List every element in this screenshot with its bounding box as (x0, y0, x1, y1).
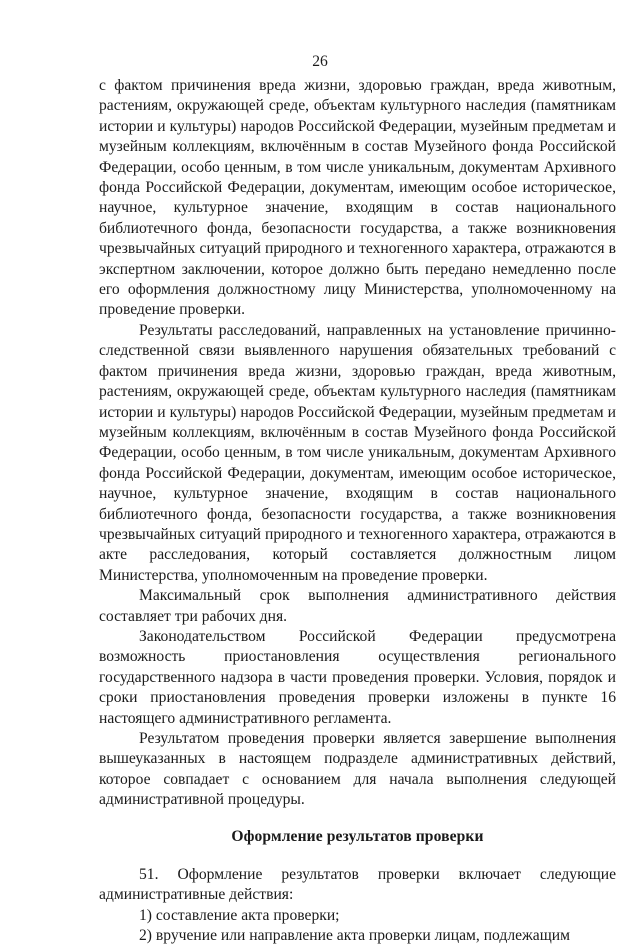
paragraph-result: Результатом проведения проверки является завершение выполнения вышеуказанных в настоящем подразделе административных действий, которое совпадает с основанием для начала выполнения следующей административной процедуры. (99, 730, 616, 809)
section-heading: Оформление результатов проверки (231, 827, 484, 845)
clause-51: 51. Оформление результатов проверки включает следующие административные действия: (99, 866, 616, 904)
list-item: 2) вручение или направление акта проверки лицам, подлежащим (139, 927, 570, 945)
paragraph-investigation-results: Результаты расследований, направленных на установление причинно-следственной связи выявленного нарушения обязательных требований с фактом причинения вреда жизни, здоровью граждан, вреда животным, растениям, окружающей среде, объектам культурного наследия (памятникам истории и культуры) народов Российской Федерации, музейным предметам и музейным коллекциям, включённым в состав Музейного фонда Российской Федерации, особо ценным, в том числе уникальным, документам Архивного фонда Российской Федерации, документам, имеющим особое историческое, научное, культурное значение, входящим в состав национального библиотечного фонда, безопасности государства, а также возникновения чрезвычайных ситуаций природного и техногенного характера, отражаются в акте расследования, который составляется должностным лицом Министерства, уполномоченным на проведение проверки. (99, 321, 616, 584)
paragraph-continuation: с фактом причинения вреда жизни, здоровью граждан, вреда животным, растениям, окружающей среде, объектам культурного наследия (памятникам истории и культуры) народов Российской Федерации, музейным предметам и музейным коллекциям, включённым в состав Музейного фонда Российской Федерации, особо ценным, в том числе уникальным, документам Архивного фонда Российской Федерации, документам, имеющим особое историческое, научное, культурное значение, входящим в состав национального библиотечного фонда, безопасности государства, а также возникновения чрезвычайных ситуаций природного и техногенного характера, отражаются в экспертном заключении, которое должно быть передано немедленно после его оформления должностному лицу Министерства, уполномоченному на проведение проверки. (99, 77, 616, 319)
paragraph-suspension: Законодательством Российской Федерации предусмотрена возможность приостановления осуществления регионального государственного надзора в части проведения проверки. Условия, порядок и сроки приостановления проведения проверки изложены в пункте 16 настоящего административного регламента. (99, 627, 616, 727)
list-item: 1) составление акта проверки; (139, 906, 340, 924)
paragraph-max-term: Максимальный срок выполнения административного действия составляет три рабочих дня. (99, 587, 616, 625)
page-number: 26 (312, 53, 328, 70)
document-body (99, 76, 616, 947)
